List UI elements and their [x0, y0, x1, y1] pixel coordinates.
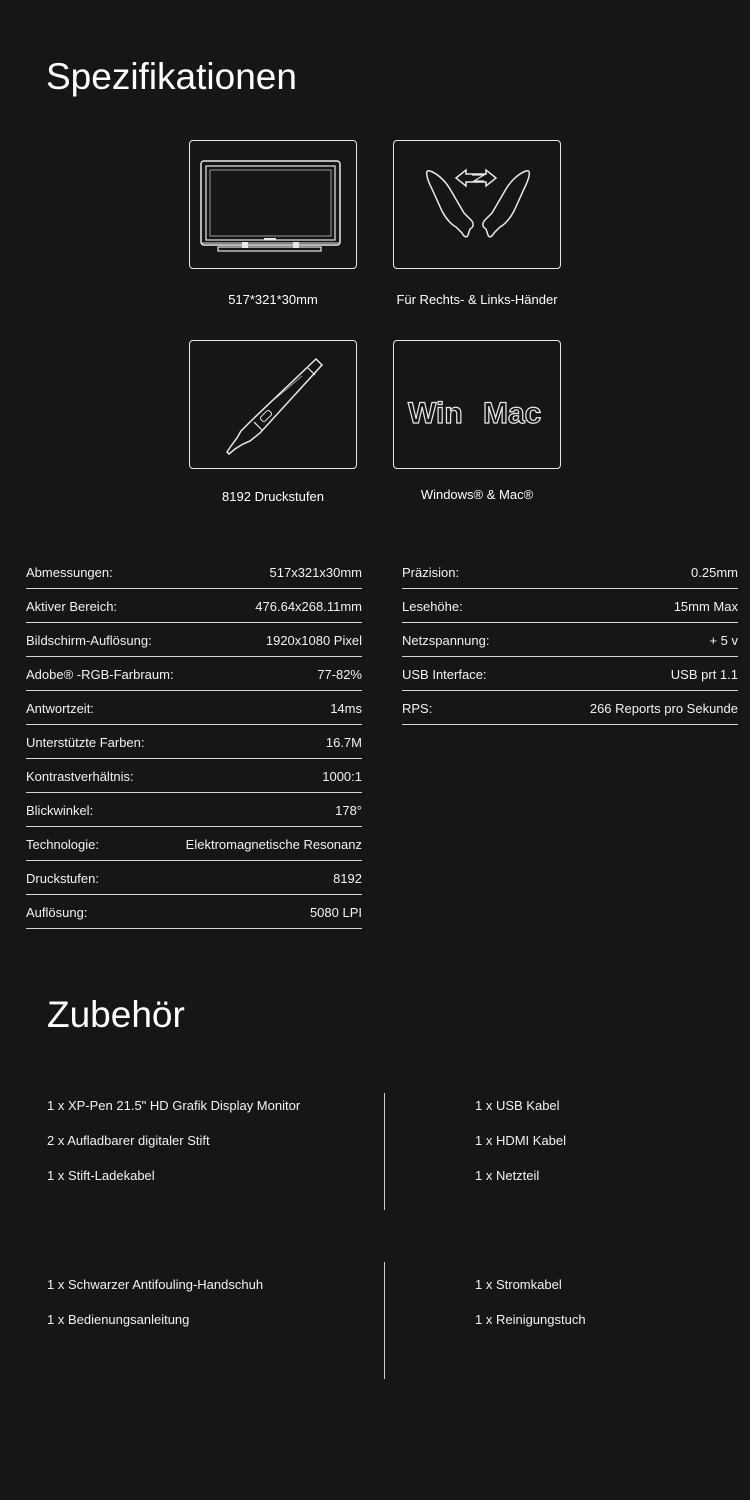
- spec-table-right: [402, 555, 738, 725]
- spec-row: [26, 725, 362, 759]
- spec-row: [26, 657, 362, 691]
- feature-box-dimensions: [189, 140, 357, 269]
- accessory-item: 1 x HDMI Kabel: [475, 1133, 567, 1148]
- spec-value: 266 Reports pro Sekunde: [589, 700, 738, 716]
- feature-box-os: [393, 340, 561, 469]
- spec-row: [26, 793, 362, 827]
- spec-value: 1000:1: [322, 768, 362, 784]
- accessories-section-title: Zubehör: [47, 994, 185, 1035]
- accessory-item: 2 x Aufladbarer digitaler Stift: [47, 1133, 210, 1148]
- spec-label: Blickwinkel:: [26, 802, 94, 818]
- monitor-icon: [190, 141, 358, 270]
- accessory-divider: [384, 1262, 385, 1379]
- spec-value: USB prt 1.1: [670, 666, 738, 682]
- feature-box-pressure: [189, 340, 357, 469]
- spec-label: RPS:: [402, 700, 433, 716]
- spec-label: Technologie:: [26, 836, 99, 852]
- spec-value: 77-82%: [317, 666, 362, 682]
- feature-caption-dimensions: 517*321*30mm: [228, 292, 318, 307]
- spec-value: 0.25mm: [691, 564, 738, 580]
- spec-label: Bildschirm-Auflösung:: [26, 632, 152, 648]
- accessory-item: 1 x Schwarzer Antifouling-Handschuh: [47, 1277, 264, 1292]
- spec-row: [26, 691, 362, 725]
- spec-table-left: [26, 555, 362, 929]
- spec-value: 14ms: [330, 700, 362, 716]
- hands-icon: [394, 141, 562, 270]
- spec-label: Aktiver Bereich:: [26, 598, 118, 614]
- spec-row: [26, 623, 362, 657]
- spec-row: [26, 895, 362, 929]
- accessory-item: 1 x Stromkabel: [475, 1277, 562, 1292]
- spec-label: Lesehöhe:: [402, 598, 463, 614]
- spec-value: 476.64x268.11mm: [255, 598, 362, 614]
- accessory-item: 1 x Stift-Ladekabel: [47, 1168, 155, 1183]
- spec-row: [26, 827, 362, 861]
- spec-value: + 5 v: [709, 632, 738, 648]
- spec-label: USB Interface:: [402, 666, 487, 682]
- feature-caption-handedness: Für Rechts- & Links-Händer: [396, 292, 558, 307]
- accessory-divider: [384, 1093, 385, 1210]
- accessory-item: 1 x XP-Pen 21.5" HD Grafik Display Monitor: [47, 1098, 301, 1113]
- spec-value: Elektromagnetische Resonanz: [185, 836, 362, 852]
- accessory-item: 1 x Bedienungsanleitung: [47, 1312, 190, 1327]
- feature-caption-pressure: 8192 Druckstufen: [222, 489, 324, 504]
- spec-value: 178°: [335, 802, 362, 818]
- spec-label: Adobe® -RGB-Farbraum:: [26, 666, 174, 682]
- spec-row: [402, 623, 738, 657]
- spec-label: Druckstufen:: [26, 870, 99, 886]
- spec-row: [26, 589, 362, 623]
- spec-value: 15mm Max: [673, 598, 738, 614]
- os-label-mac: Mac: [483, 397, 542, 430]
- feature-box-handedness: [393, 140, 561, 269]
- os-label-win: Win: [408, 397, 463, 430]
- spec-row: [26, 861, 362, 895]
- spec-row: [402, 691, 738, 725]
- spec-value: 16.7M: [325, 734, 362, 750]
- accessory-item: 1 x Netzteil: [475, 1168, 540, 1183]
- spec-label: Auflösung:: [26, 904, 88, 920]
- spec-section-title: Spezifikationen: [46, 56, 297, 97]
- spec-label: Präzision:: [402, 564, 460, 580]
- spec-value: 8192: [333, 870, 362, 886]
- spec-value: 517x321x30mm: [269, 564, 362, 580]
- spec-value: 1920x1080 Pixel: [265, 632, 362, 648]
- os-icon: [394, 341, 562, 470]
- spec-label: Unterstützte Farben:: [26, 734, 145, 750]
- accessory-item: 1 x USB Kabel: [475, 1098, 560, 1113]
- spec-label: Kontrastverhältnis:: [26, 768, 134, 784]
- spec-row: [402, 589, 738, 623]
- spec-row: [402, 555, 738, 589]
- spec-row: [402, 657, 738, 691]
- spec-label: Abmessungen:: [26, 564, 113, 580]
- spec-label: Netzspannung:: [402, 632, 490, 648]
- pen-icon: [190, 341, 358, 470]
- feature-caption-os: Windows® & Mac®: [420, 487, 534, 502]
- spec-value: 5080 LPI: [309, 904, 362, 920]
- accessory-item: 1 x Reinigungstuch: [475, 1312, 586, 1327]
- spec-row: [26, 555, 362, 589]
- spec-label: Antwortzeit:: [26, 700, 94, 716]
- spec-row: [26, 759, 362, 793]
